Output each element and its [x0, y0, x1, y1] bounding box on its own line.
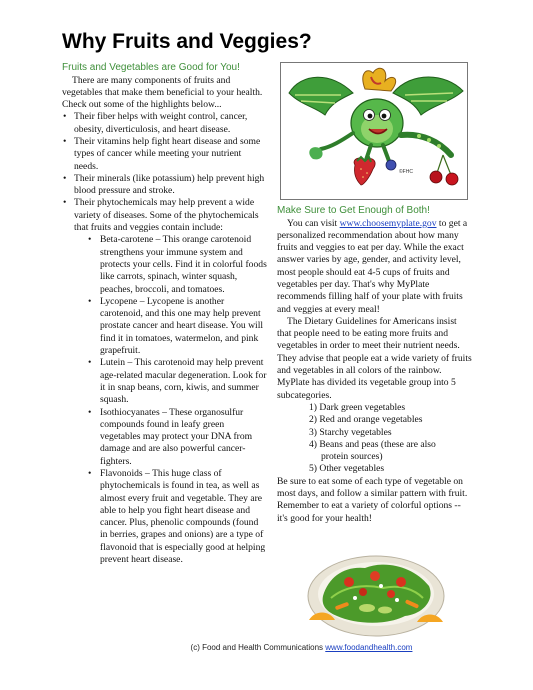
list-item: 5) Other vegetables [309, 463, 385, 475]
p1-before: You can visit [287, 217, 340, 229]
list-item: 1) Dark green vegetables [309, 401, 406, 413]
list-item: • Beta-carotene – This orange carotenoid strengthens your immune system and protects your cells. Find it in colorful foods like carrots, spinach, winter squash, peaches, broccoli, and tomatoes. [87, 234, 267, 295]
list-item: • Isothiocyanates – These organosulfur compounds found in leafy green vegetables may protect your DNA from damage and are also powerful cancer-fighters. [87, 407, 267, 468]
foodandhealth-link[interactable]: www.foodandhealth.com [325, 643, 413, 652]
fruit-creature-illustration [280, 62, 468, 200]
phytochemicals-list [87, 234, 267, 566]
benefits-list [62, 111, 267, 566]
fruit-creature-art [281, 63, 467, 199]
vegetable-subgroups [277, 402, 472, 476]
list-item: 3) Starchy vegetables [309, 426, 392, 438]
left-column [62, 62, 267, 566]
list-item: 2) Red and orange vegetables [309, 414, 423, 426]
guidelines-paragraph: The Dietary Guidelines for Americans insist that people need to be eating more fruits and vegetables in order to meet their nutrient needs. They advise that people eat a wide variety of fruits and vegetables in all colors of the rainbow. MyPlate has divided its vegetable group into 5 subcategories. [277, 315, 472, 401]
list-item: • Flavonoids – This huge class of phytochemicals is found in tea, as well as almost every fruit and vegetable. They are able to help you fight heart disease and cancer. Plus, phenolic compounds (found in berries, grapes and onions) are a type of flavonoid that is especially good at helping prevent heart disease. [87, 468, 267, 566]
footer-text: (c) Food and Health Communications [190, 643, 326, 652]
intro-paragraph: There are many components of fruits and vegetables that make them beneficial to your health. Check out some of the highlights below... [62, 74, 263, 111]
closing-paragraph: Be sure to eat some of each type of vegetable on most days, and follow a similar pattern with fruit. Remember to eat a variety of colorful options -- it's good for your health! [277, 475, 468, 524]
right-heading: Make Sure to Get Enough of Both! [277, 205, 430, 216]
list-item: • Their minerals (like potassium) help prevent high blood pressure and stroke. [62, 173, 267, 198]
left-heading: Fruits and Vegetables are Good for You! [62, 62, 240, 73]
footer-credit [0, 643, 533, 652]
artist-signature: ©FHC [399, 169, 413, 175]
choosemyplate-link[interactable]: www.choosemyplate.gov [339, 217, 437, 229]
list-item: • Their vitamins help fight heart disease and some types of cancer while meeting your nutrient needs. [62, 136, 267, 173]
list-item: • Lycopene – Lycopene is another carotenoid, and this one may help prevent prostate cancer and heart disease. You will find it in tomatoes, watermelon, and pink grapefruit. [87, 296, 267, 357]
list-item-continuation: protein sources) [321, 451, 383, 463]
right-column [277, 205, 472, 525]
list-item: • Lutein – This carotenoid may help prevent age-related macular degeneration. Look for it in snap beans, corn, kiwis, and summer squash. [87, 357, 267, 406]
list-item-text: Their phytochemicals may help prevent a wide variety of diseases. Some of the phytochemicals that fruits and veggies contain include: [74, 197, 259, 234]
salad-plate-art [305, 536, 447, 642]
page-title: Why Fruits and Veggies? [62, 30, 312, 53]
salad-photo [305, 536, 447, 642]
recommendation-paragraph [277, 218, 472, 316]
list-item: • Their fiber helps with weight control, cancer, obesity, diverticulosis, and heart disease. [62, 111, 267, 136]
list-item [62, 197, 267, 566]
p1-after: to get a personalized recommendation about how many fruits and veggies to eat per day. While the exact answer varies by age, gender, and activity level, most people should eat 4-5 cups of fruits and vegetables per day. That's why MyPlate recommends filling half of your plate with fruits and veggies at every meal! [277, 217, 468, 315]
list-item: 4) Beans and peas (these are also [309, 438, 436, 450]
